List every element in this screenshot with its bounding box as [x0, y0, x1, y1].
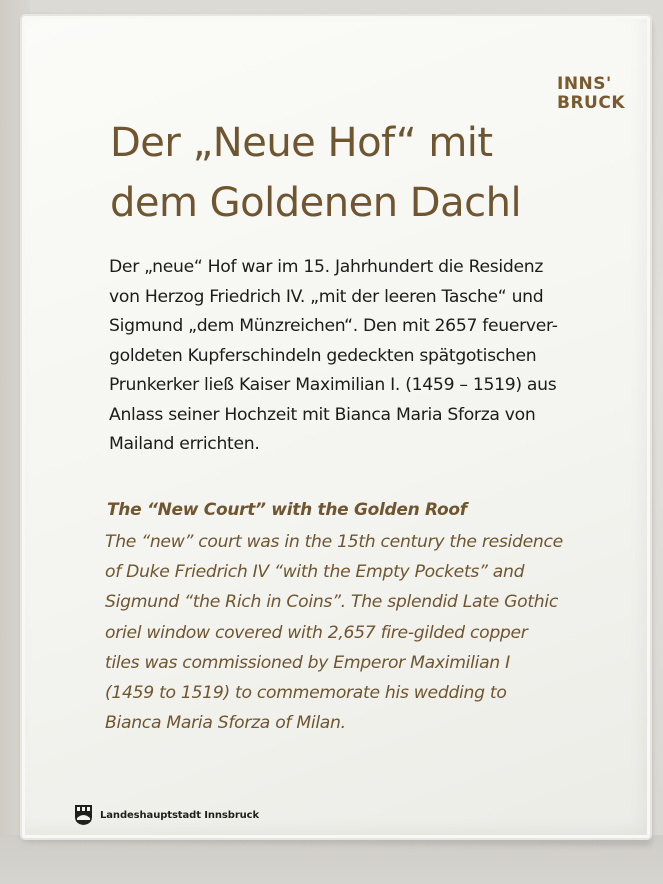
english-line: Sigmund “the Rich in Coins”. The splendid Late Gothic: [105, 592, 558, 613]
footer-text: Landeshauptstadt Innsbruck: [100, 809, 260, 821]
logo-line-2: BRUCK: [557, 93, 626, 113]
german-line: Anlass seiner Hochzeit mit Bianca Maria Sforza von: [109, 404, 536, 425]
german-line: Prunkerker ließ Kaiser Maximilian I. (1459 – 1519) aus: [109, 375, 557, 395]
title-line-2: dem Goldenen Dachl: [110, 180, 522, 226]
innsbruck-bridge-emblem-icon: [74, 804, 93, 826]
german-description: [109, 253, 558, 460]
german-line: Mailand errichten.: [109, 434, 260, 454]
english-line: The “new” court was in the 15th century the residence: [105, 532, 563, 552]
german-line: goldeten Kupferschindeln gedeckten spätgotischen: [109, 345, 537, 366]
english-line: tiles was commissioned by Emperor Maximilian I: [105, 652, 510, 673]
german-line: von Herzog Friedrich IV. „mit der leeren Tasche“ und: [109, 286, 544, 307]
german-line: Sigmund „dem Münzreichen“. Den mit 2657 feuerver-: [109, 316, 558, 336]
english-heading: The “New Court” with the Golden Roof: [107, 500, 467, 520]
english-description: [105, 527, 563, 738]
plaque-title: [110, 113, 521, 233]
english-line: (1459 to 1519) to commemorate his wedding to: [105, 683, 507, 704]
title-line-1: Der „Neue Hof“ mit: [110, 120, 493, 166]
information-plaque: [20, 14, 652, 840]
english-line: of Duke Friedrich IV “with the Empty Pockets” and: [105, 562, 525, 583]
innsbruck-logo: [557, 75, 625, 113]
english-line: oriel window covered with 2,657 fire-gilded copper: [105, 622, 528, 643]
plaque-footer: [74, 804, 259, 826]
logo-line-1: INNS': [557, 74, 612, 94]
german-line: Der „neue“ Hof war im 15. Jahrhundert die Residenz: [109, 257, 544, 277]
english-line: Bianca Maria Sforza of Milan.: [105, 713, 346, 734]
